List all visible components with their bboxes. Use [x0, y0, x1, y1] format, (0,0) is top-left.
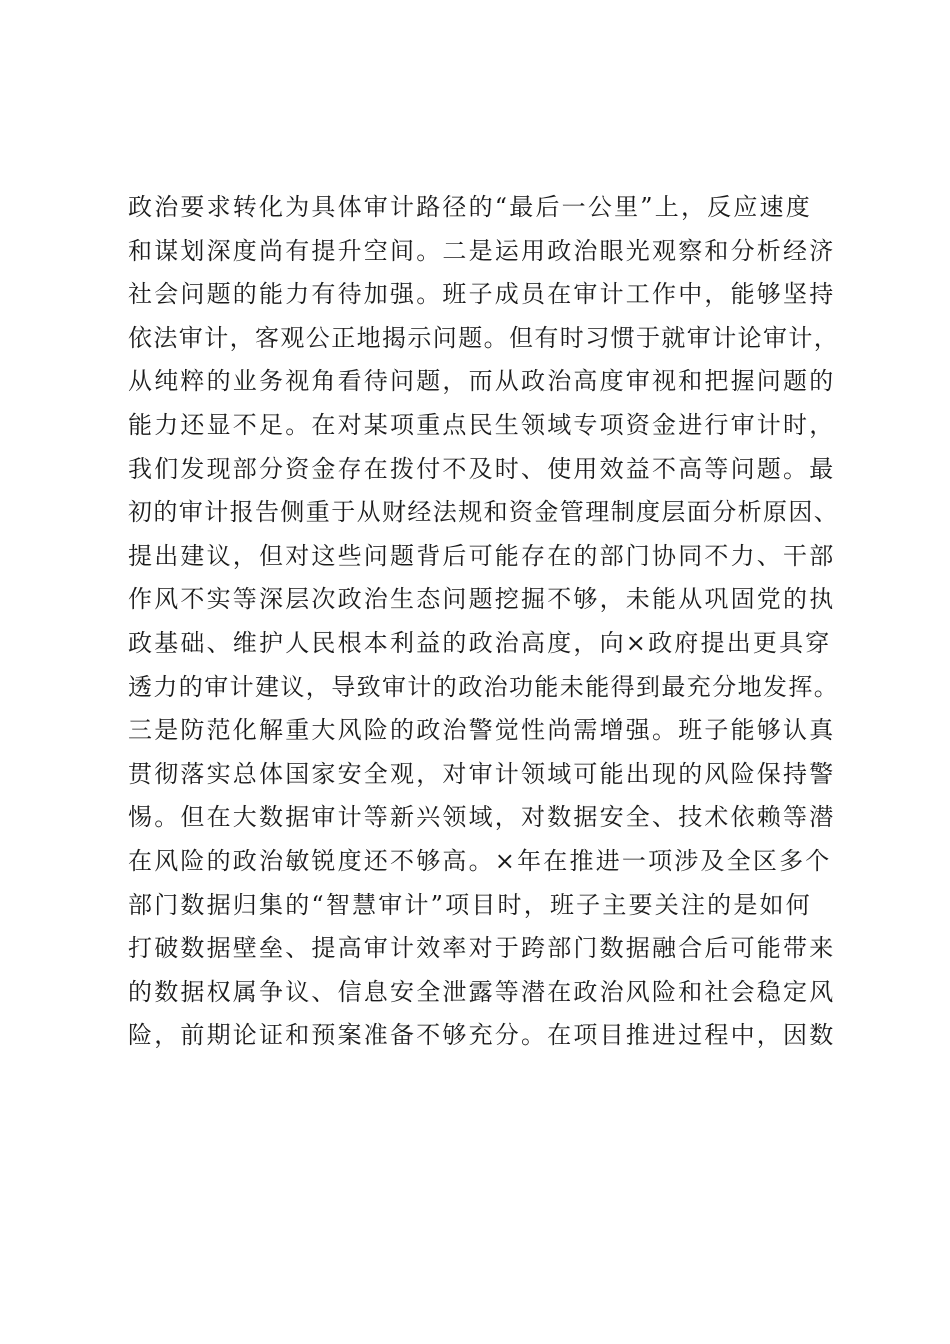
- text-line: 险，前期论证和预案准备不够充分。在项目推进过程中，因数: [128, 1021, 836, 1050]
- text-line: 政基础、维护人民根本利益的政治高度，向×政府提出更具穿: [128, 628, 832, 657]
- text-line: 三是防范化解重大风险的政治警觉性尚需增强。班子能够认真: [128, 716, 836, 745]
- text-line: 我们发现部分资金存在拨付不及时、使用效益不高等问题。最: [128, 454, 836, 483]
- text-line: 从纯粹的业务视角看待问题，而从政治高度审视和把握问题的: [128, 367, 836, 396]
- text-line: 的数据权属争议、信息安全泄露等潜在政治风险和社会稳定风: [128, 977, 836, 1006]
- text-line: 惕。但在大数据审计等新兴领域，对数据安全、技术依赖等潜: [128, 803, 836, 832]
- text-line: 在风险的政治敏锐度还不够高。×年在推进一项涉及全区多个: [128, 846, 832, 875]
- text-line: 能力还显不足。在对某项重点民生领域专项资金进行审计时，: [128, 410, 836, 439]
- text-line: 社会问题的能力有待加强。班子成员在审计工作中，能够坚持: [128, 280, 836, 309]
- text-line: 提出建议，但对这些问题背后可能存在的部门协同不力、干部: [128, 541, 836, 570]
- body-paragraph: [128, 186, 840, 1058]
- text-line: 政治要求转化为具体审计路径的“最后一公里”上，反应速度: [128, 193, 812, 221]
- text-line: 贯彻落实总体国家安全观，对审计领域可能出现的风险保持警: [128, 759, 836, 788]
- text-line: 依法审计，客观公正地揭示问题。但有时习惯于就审计论审计，: [128, 323, 840, 352]
- text-line: 透力的审计建议，导致审计的政治功能未能得到最充分地发挥。: [128, 672, 840, 701]
- text-line: 作风不实等深层次政治生态问题挖掘不够，未能从巩固党的执: [128, 585, 836, 614]
- text-line: 部门数据归集的“智慧审计”项目时，班子主要关注的是如何: [128, 890, 812, 919]
- text-line: 初的审计报告侧重于从财经法规和资金管理制度层面分析原因、: [128, 498, 840, 527]
- text-line: 打破数据壁垒、提高审计效率对于跨部门数据融合后可能带来: [128, 934, 836, 963]
- text-line: 和谋划深度尚有提升空间。二是运用政治眼光观察和分析经济: [128, 236, 836, 265]
